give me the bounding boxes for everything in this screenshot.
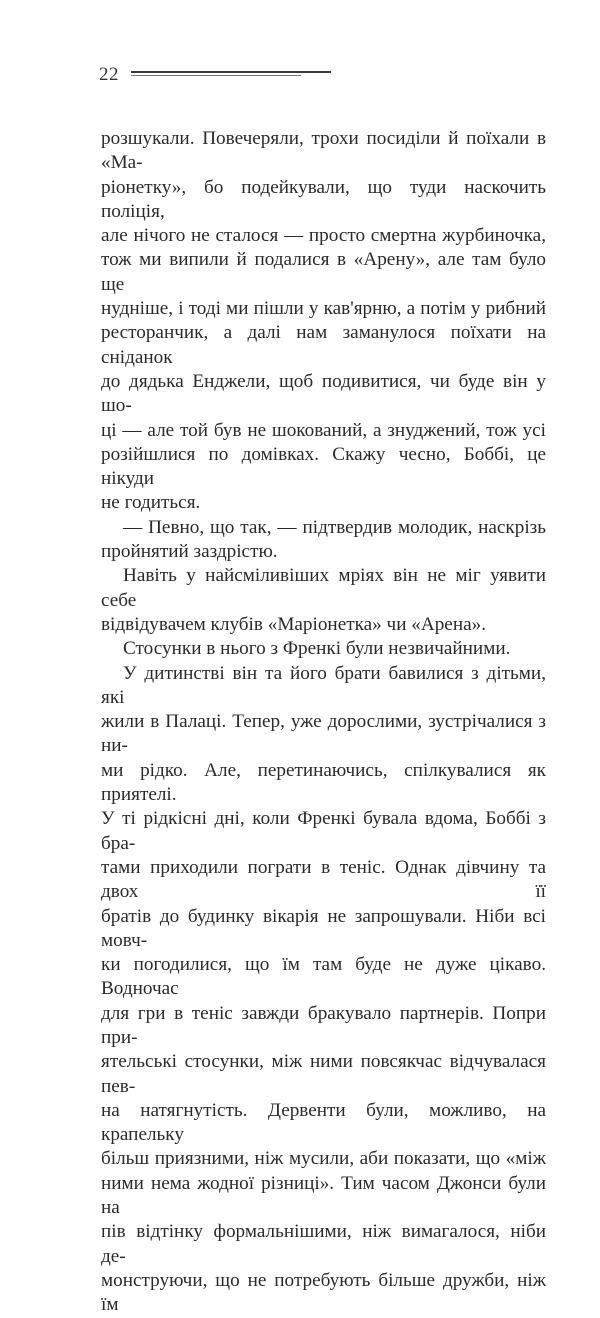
- header-rule: [131, 71, 331, 73]
- text-line: ресторанчик, а далі нам заманулося поїхати на сніданок: [101, 322, 546, 368]
- text-line: жили в Палаці. Тепер, уже дорослими, зустрічалися з ни-: [101, 711, 546, 757]
- page-number: 22: [99, 64, 119, 85]
- text-line: ними нема жодної різниці». Тим часом Джонси були на: [101, 1172, 546, 1219]
- text-line: тами приходили пограти в теніс. Однак дівчину та двох її: [101, 856, 546, 903]
- text-line: нудніше, і тоді ми пішли у кав'ярню, а потім у рибний: [101, 298, 546, 320]
- text-line: Навіть у найсміливіших мріях він не міг уявити себе: [101, 565, 546, 611]
- body-text: [101, 127, 546, 1318]
- text-line: братів до будинку вікарія не запрошували. Ніби всі мовч-: [101, 905, 546, 951]
- header-rule-thin: [131, 75, 301, 76]
- text-line: на натягнутість. Дервенти були, можливо, на крапельку: [101, 1099, 546, 1146]
- text-line: до дядька Енджели, щоб подивитися, чи буде він у шо-: [101, 370, 546, 417]
- text-line: ці — але той був не шокований, а знуджений, тож усі: [101, 419, 546, 441]
- text-line: більш приязними, ніж мусили, аби показати, що «між: [101, 1148, 546, 1170]
- text-line: ятельські стосунки, між ними повсякчас відчувалася пев-: [101, 1051, 546, 1097]
- text-line: ми рідко. Але, перетинаючись, спілкувалися як приятелі.: [101, 759, 546, 806]
- text-line: пів відтінку формальнішими, ніж вимагалося, ніби де-: [101, 1221, 546, 1267]
- text-line: розшукали. Повечеряли, трохи посиділи й поїхали в «Ма-: [101, 128, 546, 174]
- text-line: — Певно, що так, — підтвердив молодик, наскрізь: [123, 516, 546, 538]
- text-line: не годиться.: [101, 492, 201, 514]
- text-line: пройнятий заздрістю.: [101, 541, 278, 563]
- text-line: ки погодилися, що їм там буде не дуже цікаво. Водночас: [101, 954, 546, 1000]
- text-line: відвідувачем клубів «Маріонетка» чи «Арена».: [101, 613, 486, 635]
- text-line: У дитинстві він та його брати бавилися з дітьми, які: [101, 662, 546, 708]
- text-line: розійшлися по домівках. Скажу чесно, Боббі, це нікуди: [101, 443, 546, 490]
- text-line: ріонетку», бо подейкували, що туди наскочить поліція,: [101, 176, 546, 222]
- text-line: монструючи, що не потребують більше дружби, ніж їм: [101, 1269, 546, 1316]
- text-line: для гри в теніс завжди бракувало партнерів. Попри при-: [101, 1002, 546, 1048]
- text-line: тож ми випили й подалися в «Арену», але там було ще: [101, 249, 546, 295]
- text-line: У ті рідкісні дні, коли Френкі бувала вдома, Боббі з бра-: [101, 808, 546, 854]
- text-line: але нічого не сталося — просто смертна журбиночка,: [101, 225, 546, 247]
- text-line: Стосунки в нього з Френкі були незвичайними.: [123, 638, 511, 660]
